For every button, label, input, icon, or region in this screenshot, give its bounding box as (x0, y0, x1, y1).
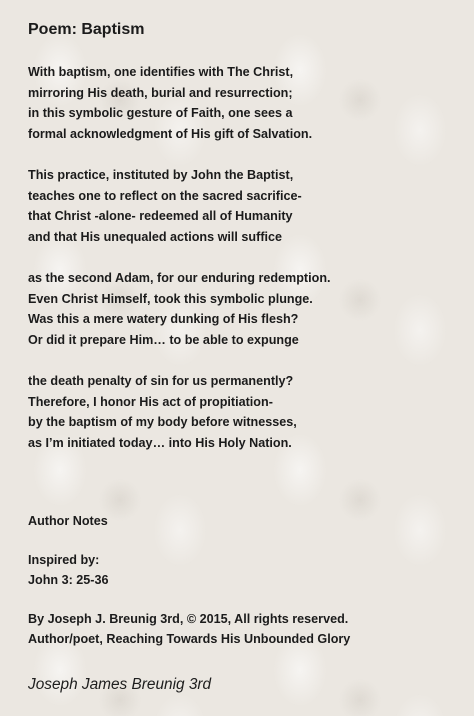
poem-line: as I’m initiated today… into His Holy Nation. (28, 435, 292, 450)
poem-line: in this symbolic gesture of Faith, one sees a (28, 106, 293, 120)
copyright-notice: By Joseph J. Breunig 3rd, © 2015, All rights reserved. (28, 612, 349, 626)
author-notes (28, 511, 458, 649)
poem-line: the death penalty of sin for us permanently? (28, 374, 294, 388)
stanza-2 (28, 165, 458, 247)
poem-body (28, 62, 458, 474)
poem-line: as the second Adam, for our enduring redemption. (28, 271, 331, 285)
stanza-1 (28, 62, 458, 144)
poem-line: and that His unequaled actions will suffice (28, 229, 283, 244)
author-notes-heading: Author Notes (28, 514, 108, 528)
spacer (28, 590, 458, 609)
poem-line: by the baptism of my body before witnesses, (28, 415, 297, 429)
stanza-3 (28, 268, 458, 350)
poem-line: Or did it prepare Him… to be able to expunge (28, 332, 299, 347)
poem-title: Poem: Baptism (28, 21, 145, 38)
poem-line: This practice, instituted by John the Baptist, (28, 168, 294, 182)
scripture-reference: John 3: 25-36 (28, 573, 109, 587)
poem-line: mirroring His death, burial and resurrection; (28, 85, 293, 100)
poem-line: that Christ -alone- redeemed all of Humanity (28, 209, 293, 223)
poem-line: Was this a mere watery dunking of His flesh? (28, 312, 299, 326)
author-signature: Joseph James Breunig 3rd (28, 676, 212, 693)
poem-line: Therefore, I honor His act of propitiation- (28, 394, 273, 409)
poem-line: With baptism, one identifies with The Christ, (28, 65, 294, 79)
author-description: Author/poet, Reaching Towards His Unbounded Glory (28, 632, 351, 646)
spacer (28, 531, 458, 550)
inspired-by-label: Inspired by: (28, 553, 100, 567)
poem-line: formal acknowledgment of His gift of Salvation. (28, 126, 313, 141)
poem-line: Even Christ Himself, took this symbolic plunge. (28, 291, 313, 306)
poem-line: teaches one to reflect on the sacred sacrifice- (28, 188, 302, 203)
stanza-4 (28, 371, 458, 453)
